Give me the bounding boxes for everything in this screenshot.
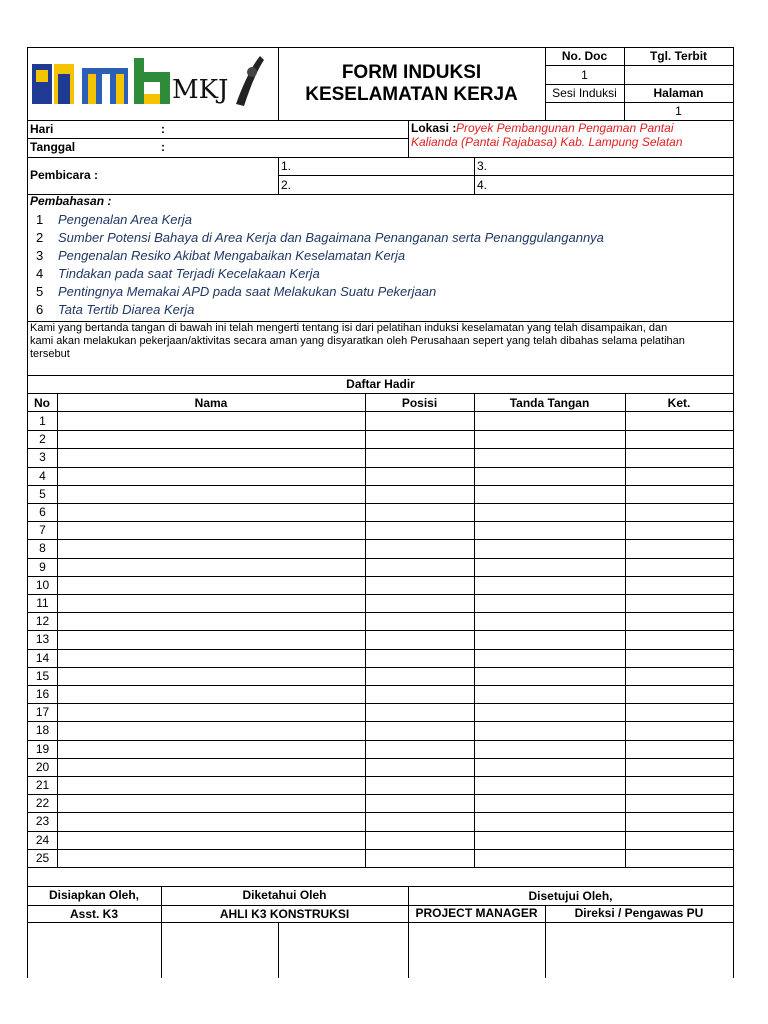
- topic-number: 3: [36, 248, 44, 263]
- mkj-logo-icon: [172, 56, 264, 106]
- statement-line1: Kami yang bertanda tangan di bawah ini telah mengerti tentang isi dari pelatihan induksi keselamatan yang telah disampaikan, dan: [30, 322, 668, 334]
- pembahasan-label: Pembahasan :: [30, 194, 112, 208]
- speaker-slot-2: 2.: [281, 178, 292, 192]
- row-number: 12: [35, 614, 50, 629]
- halaman-value: 1: [675, 104, 682, 118]
- form-subtitle: KESELAMATAN KERJA: [305, 84, 518, 105]
- topic-number: 2: [36, 230, 44, 245]
- lokasi-label: Lokasi :: [411, 121, 457, 135]
- row-number: 2: [39, 432, 46, 447]
- direksi-label: Direksi / Pengawas PU: [574, 906, 704, 920]
- sesi-induksi-label: Sesi Induksi: [552, 86, 617, 100]
- halaman-label: Halaman: [653, 86, 704, 100]
- topic-number: 1: [36, 212, 44, 227]
- table-row[interactable]: [27, 685, 734, 703]
- table-row[interactable]: [27, 521, 734, 539]
- table-row[interactable]: [27, 485, 734, 503]
- signature-box-ahli-k3-1[interactable]: [162, 923, 278, 978]
- pu-logo-icon: [32, 64, 74, 104]
- topic-text: Sumber Potensi Bahaya di Area Kerja dan Bagaimana Penanganan serta Penanggulangannya: [58, 230, 604, 245]
- hari-colon: :: [161, 122, 165, 136]
- topic-text: Pengenalan Resiko Akibat Mengabaikan Keselamatan Kerja: [58, 248, 406, 263]
- table-row[interactable]: [27, 794, 734, 812]
- col-header-ket: Ket.: [667, 396, 691, 410]
- col-header-posisi: Posisi: [401, 396, 438, 410]
- row-number: 22: [35, 796, 50, 811]
- disetujui-label: Disetujui Oleh,: [528, 889, 613, 903]
- tgl-terbit-label: Tgl. Terbit: [649, 49, 708, 63]
- hari-label: Hari: [30, 122, 54, 136]
- row-number: 9: [39, 559, 46, 574]
- table-row[interactable]: [27, 539, 734, 557]
- table-row[interactable]: [27, 612, 734, 630]
- row-number: 3: [39, 450, 46, 465]
- row-number: 19: [35, 741, 50, 756]
- table-row[interactable]: [27, 831, 734, 849]
- row-number: 20: [35, 759, 50, 774]
- topic-number: 6: [36, 302, 44, 317]
- bridge-logo-icon: [82, 68, 128, 104]
- topic-text: Tata Tertib Diarea Kerja: [58, 302, 195, 317]
- lokasi-value-line2: Kalianda (Pantai Rajabasa) Kab. Lampung Selatan: [411, 135, 683, 149]
- table-row[interactable]: [27, 667, 734, 685]
- row-number: 7: [39, 523, 46, 538]
- statement-line3: tersebut: [30, 348, 70, 360]
- row-number: 11: [36, 596, 49, 610]
- diketahui-label: Diketahui Oleh: [242, 888, 327, 902]
- form-title: FORM INDUKSI: [341, 62, 482, 83]
- lokasi-value-line1: Proyek Pembangunan Pengaman Pantai: [456, 121, 674, 135]
- signature-box-project-manager[interactable]: [409, 923, 545, 978]
- table-row[interactable]: [27, 649, 734, 667]
- row-number: 24: [35, 832, 50, 847]
- disiapkan-label: Disiapkan Oleh,: [48, 888, 140, 902]
- row-number: 23: [35, 814, 50, 829]
- row-number: 25: [35, 850, 50, 865]
- table-row[interactable]: [27, 594, 734, 612]
- row-number: 17: [35, 705, 50, 720]
- table-row[interactable]: [27, 503, 734, 521]
- signature-box-ahli-k3-2[interactable]: [279, 923, 408, 978]
- pembicara-label: Pembicara :: [30, 168, 99, 182]
- table-row[interactable]: [27, 430, 734, 448]
- table-row[interactable]: [27, 849, 734, 867]
- table-row[interactable]: [27, 703, 734, 721]
- table-row[interactable]: [27, 448, 734, 466]
- table-row[interactable]: [27, 776, 734, 794]
- row-number: 1: [39, 414, 46, 428]
- table-row[interactable]: [27, 576, 734, 594]
- row-number: 5: [39, 486, 46, 501]
- signature-box-direksi[interactable]: [546, 923, 733, 978]
- no-doc-value: 1: [581, 68, 588, 82]
- table-row[interactable]: [27, 558, 734, 576]
- topic-number: 5: [36, 284, 44, 299]
- asst-k3-label: Asst. K3: [69, 907, 119, 921]
- company-logos-image: [30, 52, 270, 114]
- col-header-tanda-tangan: Tanda Tangan: [509, 396, 590, 410]
- attendance-title: Daftar Hadir: [346, 377, 415, 391]
- ahli-k3-label: AHLI K3 KONSTRUKSI: [219, 907, 350, 921]
- table-row[interactable]: [27, 721, 734, 739]
- row-number: 16: [35, 687, 50, 701]
- statement-line2: kami akan melakukan pekerjaan/aktivitas secara aman yang disyaratkan oleh Perusahaan sepert yang telah dibahas selama pelatihan: [30, 335, 685, 347]
- topic-text: Tindakan pada saat Terjadi Kecelakaan Kerja: [58, 266, 320, 281]
- green-logo-icon: [134, 58, 170, 104]
- project-manager-label: PROJECT MANAGER: [415, 906, 538, 920]
- row-number: 10: [35, 577, 50, 592]
- row-number: 14: [35, 650, 50, 665]
- table-row[interactable]: [27, 758, 734, 776]
- table-row[interactable]: [27, 467, 734, 485]
- col-header-no: No: [34, 396, 50, 410]
- row-number: 13: [35, 632, 50, 647]
- row-number: 8: [39, 541, 46, 556]
- col-header-nama: Nama: [194, 396, 228, 410]
- row-number: 18: [35, 723, 50, 738]
- signature-box-asst-k3[interactable]: [28, 923, 161, 978]
- speaker-slot-4: 4.: [477, 178, 488, 192]
- no-doc-label: No. Doc: [561, 49, 608, 63]
- speaker-slot-1: 1.: [281, 159, 292, 173]
- table-row[interactable]: [27, 740, 734, 758]
- speaker-slot-3: 3.: [477, 159, 488, 173]
- table-row[interactable]: [27, 412, 734, 430]
- row-number: 21: [35, 778, 50, 792]
- tanggal-label: Tanggal: [30, 140, 76, 154]
- row-number: 15: [35, 668, 50, 683]
- row-number: 6: [39, 505, 46, 519]
- table-row[interactable]: [27, 812, 734, 830]
- topic-number: 4: [36, 266, 44, 281]
- topic-text: Pentingnya Memakai APD pada saat Melakukan Suatu Pekerjaan: [58, 284, 437, 299]
- svg-text:MKJ: MKJ: [172, 75, 229, 105]
- tanggal-colon: :: [161, 140, 165, 154]
- row-number: 4: [39, 468, 46, 483]
- topic-text: Pengenalan Area Kerja: [58, 212, 192, 227]
- table-row[interactable]: [27, 630, 734, 648]
